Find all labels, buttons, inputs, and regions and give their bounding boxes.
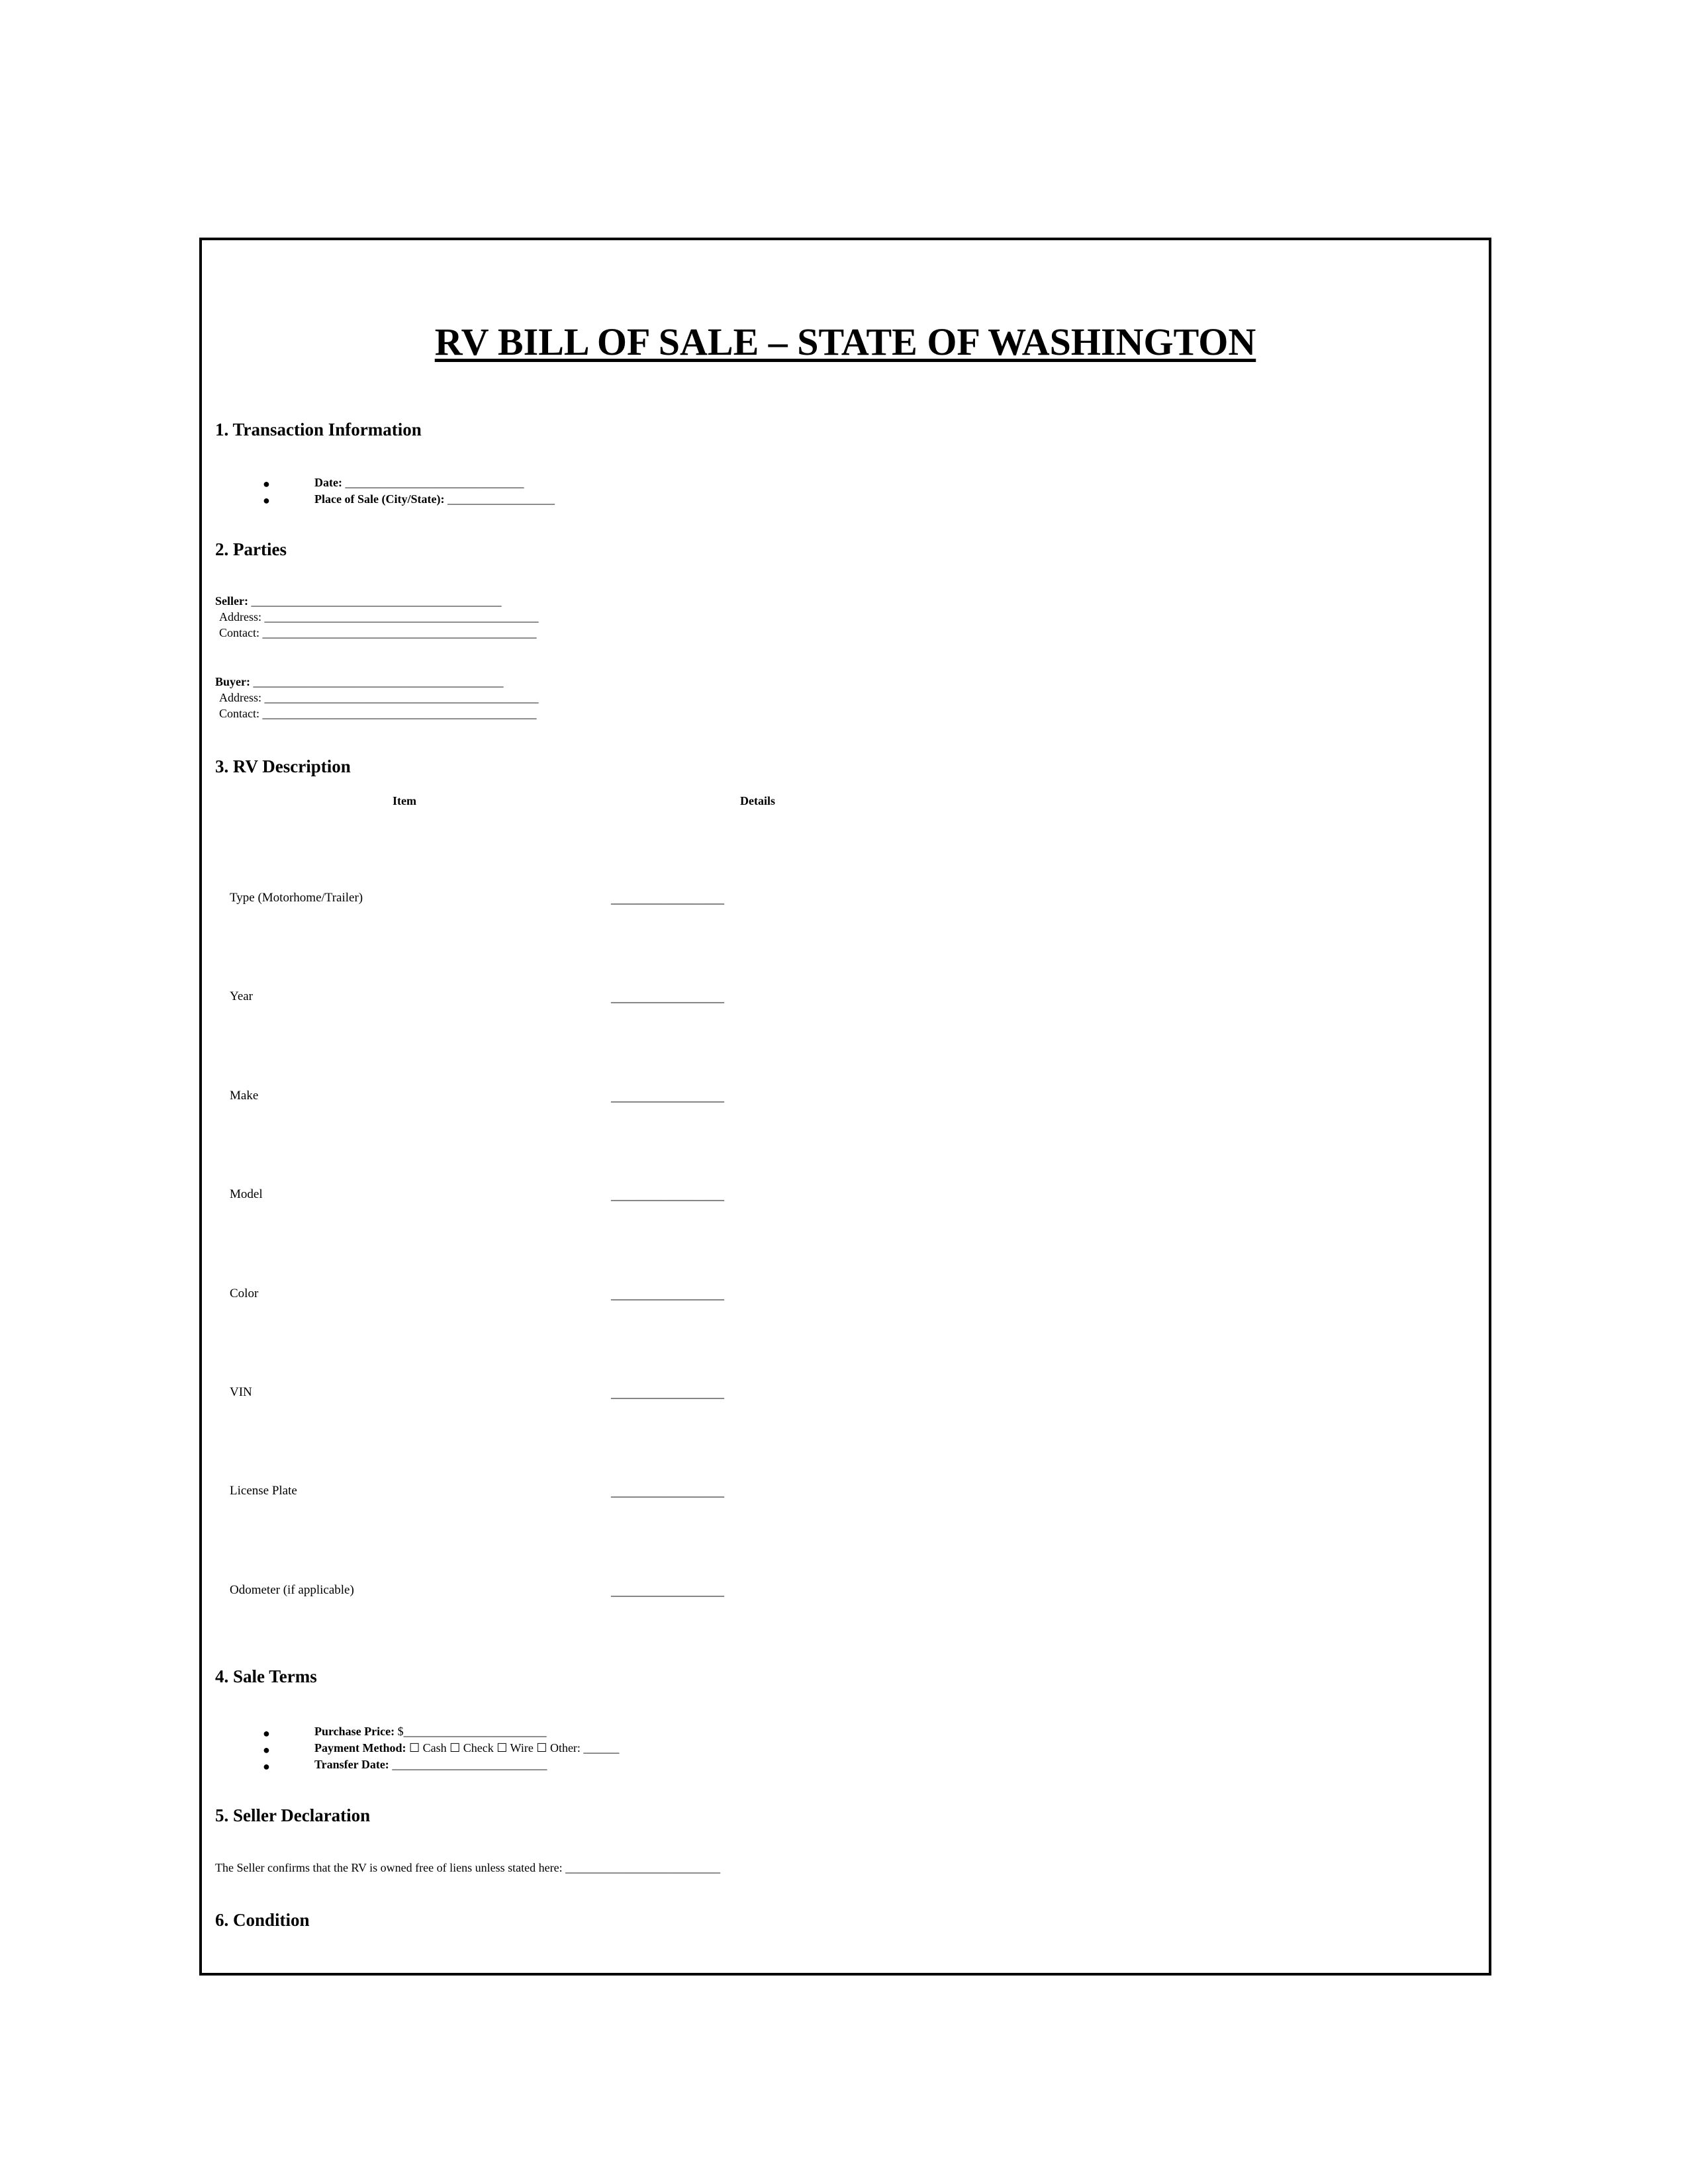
table-row-details-field[interactable]: __________________	[611, 1189, 724, 1203]
seller-line	[215, 594, 501, 608]
date-line	[314, 476, 524, 490]
table-row-item: Year	[230, 989, 254, 1003]
place-label: Place of Sale (City/State):	[314, 492, 445, 506]
buyer-contact-line	[219, 707, 537, 721]
buyer-address-label: Address:	[219, 691, 261, 704]
seller-contact-line	[219, 626, 537, 640]
seller-address-label: Address:	[219, 610, 261, 623]
table-row-details-field[interactable]: __________________	[611, 1485, 724, 1499]
purchase-price-field[interactable]: $________________________	[397, 1725, 547, 1738]
document-frame	[199, 238, 1491, 1976]
table-row-details-field[interactable]: __________________	[611, 1288, 724, 1302]
document-title: RV BILL OF SALE – STATE OF WASHINGTON	[434, 320, 1256, 363]
table-row-item: VIN	[230, 1385, 252, 1399]
buyer-address-line	[219, 691, 539, 705]
table-row-details-field[interactable]: __________________	[611, 1387, 724, 1400]
seller-field[interactable]: __________________________________________	[251, 594, 502, 608]
transfer-date-line	[314, 1758, 547, 1772]
bullet: ●	[263, 1760, 270, 1773]
table-row-item: Make	[230, 1089, 259, 1103]
bullet: ●	[263, 1743, 270, 1756]
bullet: ●	[263, 477, 270, 490]
section-heading-parties: 2. Parties	[215, 539, 287, 559]
table-row-item: Odometer (if applicable)	[230, 1583, 354, 1597]
table-header-details: Details	[740, 794, 775, 807]
date-field[interactable]: ______________________________	[345, 476, 524, 489]
table-header-item: Item	[393, 794, 416, 807]
section-heading-sale-terms: 4. Sale Terms	[215, 1666, 317, 1686]
buyer-line	[215, 675, 504, 689]
section-heading-transaction: 1. Transaction Information	[215, 420, 422, 439]
seller-address-line	[219, 610, 539, 624]
date-label: Date:	[314, 476, 342, 489]
buyer-label: Buyer:	[215, 675, 250, 688]
section-heading-condition: 6. Condition	[215, 1910, 310, 1930]
table-row-item: Model	[230, 1187, 263, 1201]
table-row-item: Type (Motorhome/Trailer)	[230, 891, 363, 905]
transfer-date-field[interactable]: __________________________	[392, 1758, 547, 1771]
buyer-field[interactable]: __________________________________________	[253, 675, 504, 688]
table-row-item: Color	[230, 1287, 259, 1300]
place-field[interactable]: __________________	[447, 492, 555, 506]
transfer-date-label: Transfer Date:	[314, 1758, 389, 1771]
buyer-contact-label: Contact:	[219, 707, 259, 720]
payment-method-label: Payment Method:	[314, 1741, 406, 1754]
seller-contact-field[interactable]: ______________________________________________	[262, 626, 537, 639]
seller-address-field[interactable]: ______________________________________________	[264, 610, 539, 623]
table-row-item: License Plate	[230, 1484, 297, 1498]
place-line	[314, 492, 555, 506]
purchase-price-label: Purchase Price:	[314, 1725, 395, 1738]
seller-contact-label: Contact:	[219, 626, 259, 639]
buyer-address-field[interactable]: ______________________________________________	[264, 691, 539, 704]
payment-method-line	[314, 1741, 619, 1755]
bullet: ●	[263, 494, 270, 507]
table-row-details-field[interactable]: __________________	[611, 892, 724, 906]
purchase-price-line	[314, 1725, 547, 1739]
seller-declaration-text: The Seller confirms that the RV is owned free of liens unless stated here: __________________________	[215, 1861, 721, 1874]
table-row-details-field[interactable]: __________________	[611, 991, 724, 1005]
table-row-details-field[interactable]: __________________	[611, 1090, 724, 1104]
section-heading-seller-declaration: 5. Seller Declaration	[215, 1805, 371, 1825]
table-row-details-field[interactable]: __________________	[611, 1584, 724, 1598]
seller-label: Seller:	[215, 594, 248, 608]
payment-method-options[interactable]: ☐ Cash ☐ Check ☐ Wire ☐ Other: ______	[408, 1741, 620, 1754]
bullet: ●	[263, 1727, 270, 1740]
section-heading-rv-description: 3. RV Description	[215, 756, 351, 776]
buyer-contact-field[interactable]: ______________________________________________	[262, 707, 537, 720]
